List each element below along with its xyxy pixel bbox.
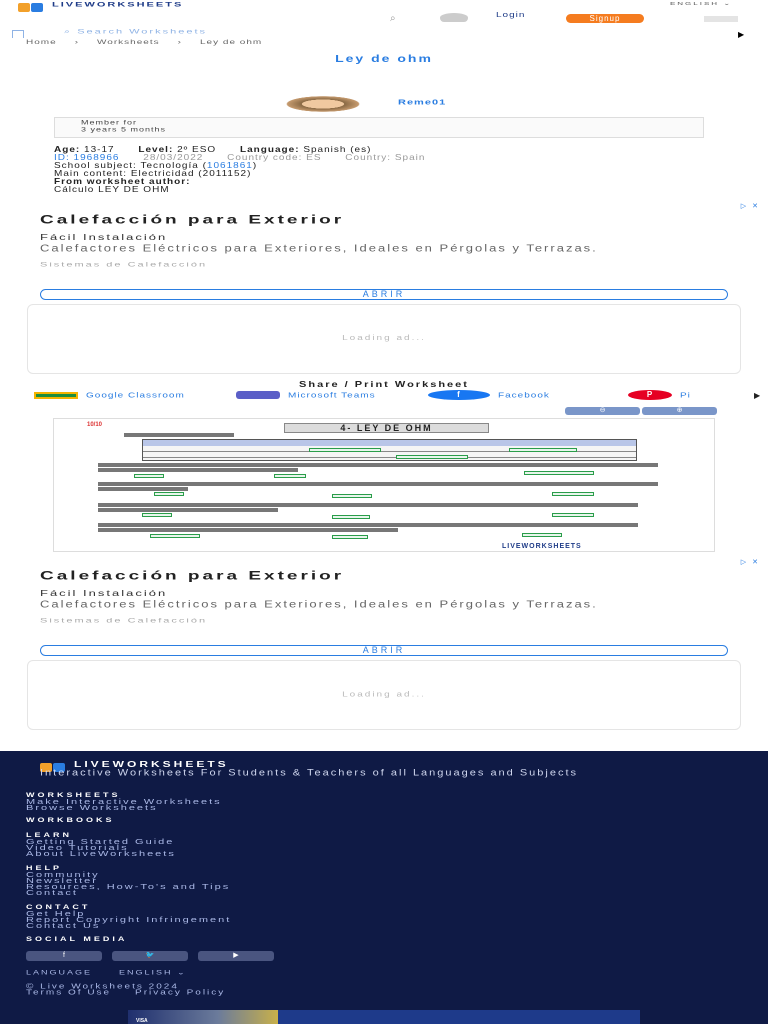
zoom-controls: [565, 407, 717, 415]
worksheet-title: 4- LEY DE OHM: [284, 423, 489, 433]
footer-link[interactable]: Make Interactive Worksheets: [26, 798, 222, 806]
share-label: Microsoft Teams: [288, 390, 376, 400]
worksheet-answer-field[interactable]: [150, 534, 200, 538]
member-label: Member for: [81, 119, 138, 126]
ad-subtitle: Fácil Instalación: [40, 233, 168, 242]
footer-link[interactable]: Video Tutorials: [26, 844, 129, 852]
zoom-out-icon[interactable]: ⊖: [565, 407, 640, 415]
ad-open-button[interactable]: ABRIR: [40, 289, 728, 300]
worksheet-logo: LIVEWORKSHEETS: [502, 543, 582, 550]
footer-link[interactable]: Contact: [26, 889, 78, 897]
twitter-icon[interactable]: 🐦: [112, 951, 188, 961]
ad-description: Calefactores Eléctricos para Exteriores, Ideales en Pérgolas y Terrazas.: [40, 598, 598, 610]
ad-loading-box: [27, 660, 741, 730]
member-info-box: [54, 117, 704, 138]
microsoft-teams-icon: [236, 391, 280, 399]
footer-link[interactable]: Community: [26, 871, 100, 879]
footer-heading: CONTACT: [26, 903, 91, 911]
logo-text: LIVEWORKSHEETS: [52, 1, 184, 9]
share-label: Google Classroom: [86, 390, 185, 400]
worksheet-text-line: [98, 487, 188, 491]
loading-text: Loading ad...: [342, 690, 426, 699]
worksheet-text-line: [124, 433, 234, 437]
worksheet-answer-field[interactable]: [332, 494, 372, 498]
worksheet-answer-field[interactable]: [134, 474, 164, 478]
ad-open-button[interactable]: ABRIR: [40, 645, 728, 656]
member-duration: 3 years 5 months: [81, 126, 167, 133]
footer-language-label: LANGUAGE: [26, 969, 93, 976]
footer-section-help: [26, 866, 230, 897]
share-facebook[interactable]: [428, 389, 550, 401]
page-title: Ley de ohm: [335, 53, 433, 65]
ad-description: Calefactores Eléctricos para Exteriores, Ideales en Pérgolas y Terrazas.: [40, 242, 598, 254]
share-title: Share / Print Worksheet: [299, 380, 469, 389]
social-links: [26, 951, 274, 961]
pinterest-icon: P: [628, 390, 672, 400]
author-name[interactable]: Reme01: [398, 98, 447, 107]
footer-language-selector[interactable]: LANGUAGE ENGLISH ⌄: [26, 969, 187, 976]
author-avatar[interactable]: [281, 95, 365, 113]
age-value: 13-17: [84, 145, 115, 155]
worksheet-text-line: [98, 508, 278, 512]
visa-logo: VISA: [136, 1018, 148, 1024]
share-microsoft-teams[interactable]: [236, 389, 376, 401]
share-pinterest[interactable]: [628, 389, 691, 401]
breadcrumb-separator: ›: [74, 39, 80, 46]
ad-source: Sistemas de Calefacción: [40, 261, 208, 269]
level-label: Level:: [138, 145, 174, 155]
school-subject-value: Tecnología: [140, 161, 199, 171]
loading-text: Loading ad...: [342, 334, 426, 343]
worksheet-badge: 10/10: [87, 422, 103, 428]
home-icon[interactable]: [12, 30, 24, 38]
breadcrumb-separator: ›: [177, 39, 182, 46]
ad-close-icon[interactable]: ▷ ✕: [740, 559, 760, 566]
share-label: Facebook: [498, 390, 550, 400]
ad-loading-box: [27, 304, 741, 374]
breadcrumb: [26, 39, 262, 46]
ad-source: Sistemas de Calefacción: [40, 617, 208, 625]
worksheet-answer-field[interactable]: [552, 492, 594, 496]
language-label: Language:: [239, 145, 300, 155]
footer-section-social: [26, 937, 127, 944]
user-avatar-icon[interactable]: [440, 13, 468, 22]
country-code: Country code: ES: [227, 153, 322, 163]
footer-link[interactable]: Get Help: [26, 910, 86, 918]
footer-section-learn: [26, 833, 176, 858]
language-selector[interactable]: ENGLISH ⌄: [669, 1, 732, 7]
worksheet-answer-field[interactable]: [154, 492, 184, 496]
search-input[interactable]: ⌕ Search Worksheets: [64, 28, 208, 36]
search-icon[interactable]: ⌕: [390, 13, 396, 24]
breadcrumb-current: Ley de ohm: [200, 39, 263, 46]
worksheet-text-line: [98, 482, 658, 486]
google-classroom-icon: [34, 392, 78, 399]
chevron-right-icon[interactable]: ▶: [754, 391, 761, 400]
footer-heading: HELP: [26, 864, 63, 872]
worksheet-answer-field[interactable]: [142, 513, 172, 517]
worksheet-answer-field[interactable]: [552, 513, 594, 517]
main-content-label: Main content:: [54, 169, 128, 179]
footer-section-workbooks: [26, 818, 115, 825]
breadcrumb-worksheets[interactable]: Worksheets: [97, 39, 160, 46]
privacy-link[interactable]: Privacy Policy: [135, 988, 226, 997]
site-footer: [0, 751, 768, 1024]
footer-link[interactable]: Newsletter: [26, 877, 98, 885]
youtube-icon[interactable]: ▶: [198, 951, 274, 961]
worksheet-text-line: [98, 463, 658, 467]
footer-language-value: ENGLISH: [119, 969, 173, 976]
school-subject-link[interactable]: 1061861: [206, 161, 253, 171]
worksheet-answer-field[interactable]: [522, 533, 562, 537]
worksheet-answer-field[interactable]: [332, 535, 368, 539]
top-header: [0, 0, 768, 30]
zoom-in-icon[interactable]: ⊕: [642, 407, 717, 415]
footer-link[interactable]: Getting Started Guide: [26, 838, 175, 846]
play-icon[interactable]: ▶: [738, 30, 745, 39]
footer-link[interactable]: Resources, How-To's and Tips: [26, 883, 231, 891]
ad-title[interactable]: Calefacción para Exterior: [40, 213, 345, 227]
from-author-link[interactable]: Cálculo LEY DE OHM: [54, 185, 170, 195]
breadcrumb-home[interactable]: Home: [26, 39, 57, 46]
banner-ad-image: [128, 1010, 278, 1024]
worksheet-answer-field[interactable]: [274, 474, 306, 478]
ad-title[interactable]: Calefacción para Exterior: [40, 569, 345, 583]
signup-button[interactable]: Signup: [566, 14, 644, 23]
facebook-icon[interactable]: f: [26, 951, 102, 961]
footer-heading: SOCIAL MEDIA: [26, 935, 128, 943]
worksheet-answer-field[interactable]: [524, 471, 594, 475]
advertisement-2[interactable]: [0, 559, 768, 661]
country: Country: Spain: [345, 153, 426, 163]
bottom-banner-ad[interactable]: [128, 1010, 640, 1024]
logo-icon: [18, 3, 44, 12]
terms-link[interactable]: Terms Of Use: [26, 988, 112, 997]
worksheet-text-line: [98, 528, 398, 532]
worksheet-text-line: [98, 523, 638, 527]
login-link[interactable]: Login: [496, 11, 526, 20]
language-value: Spanish (es): [303, 145, 372, 155]
share-google-classroom[interactable]: [34, 389, 185, 401]
footer-copyright: [26, 984, 225, 996]
worksheet-answer-field[interactable]: [332, 515, 370, 519]
footer-section-worksheets: [26, 793, 222, 812]
worksheet-metadata: Age: 13-17 Level: 2º ESO Language: Spanish (es) ID: 1968966 28/03/2022 Country code: ES Country: Spain School subject: Tecnología (1061861) Main content: Electricidad (2011152) From worksheet author: Cálculo LEY DE OHM: [54, 145, 426, 195]
advertisement-1[interactable]: [0, 203, 768, 305]
site-logo[interactable]: [18, 1, 183, 13]
footer-link[interactable]: Contact Us: [26, 922, 101, 930]
age-label: Age:: [54, 145, 81, 155]
school-subject-label: School subject:: [54, 161, 137, 171]
footer-tagline: Interactive Worksheets For Students & Teachers of all Languages and Subjects: [40, 768, 579, 778]
worksheet-answer-field[interactable]: [509, 448, 577, 452]
worksheet-preview[interactable]: [53, 418, 715, 552]
worksheet-answer-field[interactable]: [309, 448, 381, 452]
worksheet-text-line: [98, 503, 638, 507]
ad-subtitle: Fácil Instalación: [40, 589, 168, 598]
worksheet-text-line: [98, 468, 298, 472]
menu-button[interactable]: [704, 16, 738, 22]
ad-close-icon[interactable]: ▷ ✕: [740, 203, 760, 210]
copyright-text: © Live Worksheets 2024: [26, 982, 179, 991]
facebook-icon: f: [428, 390, 490, 400]
footer-heading[interactable]: WORKBOOKS: [26, 816, 115, 824]
footer-link[interactable]: Browse Worksheets: [26, 804, 158, 812]
main-content-value: Electricidad (2011152): [130, 169, 252, 179]
footer-section-contact: [26, 905, 231, 930]
worksheet-id: ID: 1968966: [54, 153, 120, 163]
footer-heading: LEARN: [26, 831, 72, 839]
footer-link[interactable]: Report Copyright Infringement: [26, 916, 232, 924]
share-label: Pi: [680, 390, 691, 400]
worksheet-date: 28/03/2022: [143, 153, 204, 163]
footer-link[interactable]: About LiveWorksheets: [26, 850, 176, 858]
footer-heading: WORKSHEETS: [26, 791, 121, 799]
from-author-label: From worksheet author:: [54, 177, 191, 187]
level-value: 2º ESO: [177, 145, 217, 155]
footer-logo-text: LIVEWORKSHEETS: [74, 760, 229, 770]
worksheet-answer-field[interactable]: [396, 455, 468, 459]
